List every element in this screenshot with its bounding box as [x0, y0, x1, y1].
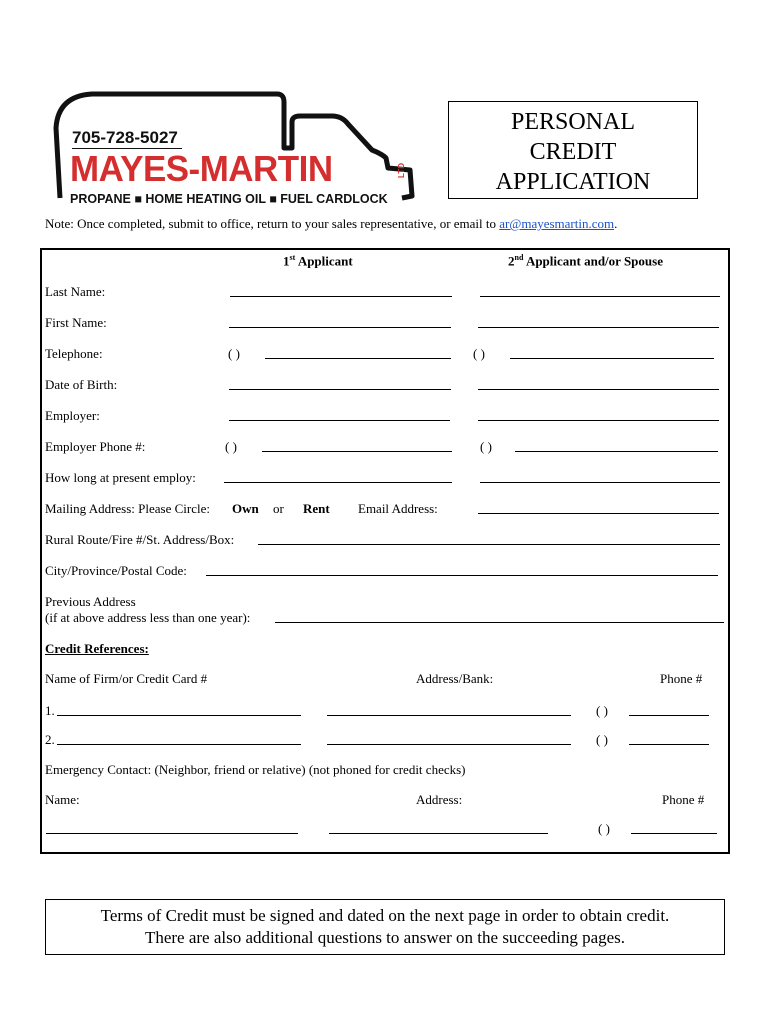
email-address-field[interactable] — [478, 513, 719, 514]
how-long-1-field[interactable] — [224, 482, 452, 483]
dob-2-field[interactable] — [478, 389, 719, 390]
emergency-address-field[interactable] — [329, 833, 548, 834]
address-bank-header: Address/Bank: — [416, 671, 494, 686]
emergency-phone-paren: ( ) — [598, 821, 610, 836]
credit-row-2-number: 2. — [45, 732, 55, 747]
credit-2-address-field[interactable] — [327, 744, 571, 745]
applicant-1-header: 1st Applicant — [283, 253, 353, 269]
telephone-2-field[interactable] — [510, 358, 714, 359]
credit-row-1-number: 1. — [45, 703, 55, 718]
company-logo — [52, 88, 422, 208]
telephone-1-paren: ( ) — [228, 346, 240, 361]
logo-brand: MAYES-MARTIN — [70, 148, 333, 189]
credit-2-phone-field[interactable] — [629, 744, 709, 745]
email-address-label: Email Address: — [358, 501, 438, 516]
employer-label: Employer: — [45, 408, 100, 423]
first-name-2-field[interactable] — [478, 327, 719, 328]
email-link[interactable]: ar@mayesmartin.com — [499, 216, 615, 231]
note-text: Note: Once completed, submit to office, return to your sales representative, or email to — [45, 216, 500, 231]
first-name-label: First Name: — [45, 315, 107, 330]
emergency-name-label: Name: — [45, 792, 80, 807]
credit-phone-header: Phone # — [660, 671, 703, 686]
logo-ltd: LTD — [396, 163, 406, 178]
terms-line-1: Terms of Credit must be signed and dated on the next page in order to obtain credit. — [100, 906, 670, 925]
rural-route-field[interactable] — [258, 544, 720, 545]
emergency-contact-heading: Emergency Contact: (Neighbor, friend or relative) (not phoned for credit checks) — [45, 762, 466, 777]
last-name-1-field[interactable] — [230, 296, 452, 297]
credit-1-phone-field[interactable] — [629, 715, 709, 716]
applicant-2-header: 2nd Applicant and/or Spouse — [508, 253, 663, 269]
title-line-2: CREDIT — [529, 139, 617, 165]
logo-phone: 705-728-5027 — [72, 128, 178, 147]
credit-1-firm-field[interactable] — [57, 715, 301, 716]
employer-phone-label: Employer Phone #: — [45, 439, 146, 454]
emergency-phone-label: Phone # — [662, 792, 705, 807]
mailing-label: Mailing Address: Please Circle: — [45, 501, 211, 516]
dob-label: Date of Birth: — [45, 377, 118, 392]
credit-2-paren: ( ) — [596, 732, 608, 747]
how-long-2-field[interactable] — [480, 482, 720, 483]
terms-line-2: There are also additional questions to answer on the succeeding pages. — [144, 928, 626, 947]
rural-route-label: Rural Route/Fire #/St. Address/Box: — [45, 532, 235, 547]
credit-1-address-field[interactable] — [327, 715, 571, 716]
employer-phone-1-field[interactable] — [262, 451, 452, 452]
last-name-2-field[interactable] — [480, 296, 720, 297]
employer-phone-2-paren: ( ) — [480, 439, 492, 454]
dob-1-field[interactable] — [229, 389, 451, 390]
employer-phone-2-field[interactable] — [515, 451, 718, 452]
how-long-label: How long at present employ: — [45, 470, 196, 485]
emergency-name-field[interactable] — [46, 833, 298, 834]
emergency-phone-field[interactable] — [631, 833, 717, 834]
firm-header: Name of Firm/or Credit Card # — [45, 671, 208, 686]
credit-references-heading: Credit References: — [45, 641, 149, 656]
city-field[interactable] — [206, 575, 718, 576]
or-text: or — [273, 501, 284, 516]
note-end: . — [614, 216, 618, 231]
submission-note — [45, 216, 617, 232]
city-label: City/Province/Postal Code: — [45, 563, 187, 578]
last-name-label: Last Name: — [45, 284, 106, 299]
employer-1-field[interactable] — [229, 420, 450, 421]
title-line-1: PERSONAL — [510, 109, 636, 135]
previous-address-label: Previous Address — [45, 594, 136, 609]
credit-1-paren: ( ) — [596, 703, 608, 718]
employer-2-field[interactable] — [478, 420, 719, 421]
form-title-box — [448, 101, 698, 199]
rent-option[interactable]: Rent — [303, 501, 330, 516]
telephone-label: Telephone: — [45, 346, 103, 361]
logo-services: PROPANE ■ HOME HEATING OIL ■ FUEL CARDLOCK — [70, 192, 388, 206]
telephone-2-paren: ( ) — [473, 346, 485, 361]
previous-address-field[interactable] — [275, 622, 724, 623]
credit-2-firm-field[interactable] — [57, 744, 301, 745]
telephone-1-field[interactable] — [265, 358, 451, 359]
previous-address-note: (if at above address less than one year): — [45, 610, 251, 625]
emergency-address-label: Address: — [416, 792, 463, 807]
own-option[interactable]: Own — [232, 501, 259, 516]
title-line-3: APPLICATION — [495, 169, 651, 195]
first-name-1-field[interactable] — [229, 327, 451, 328]
terms-notice-box — [45, 899, 725, 955]
employer-phone-1-paren: ( ) — [225, 439, 237, 454]
